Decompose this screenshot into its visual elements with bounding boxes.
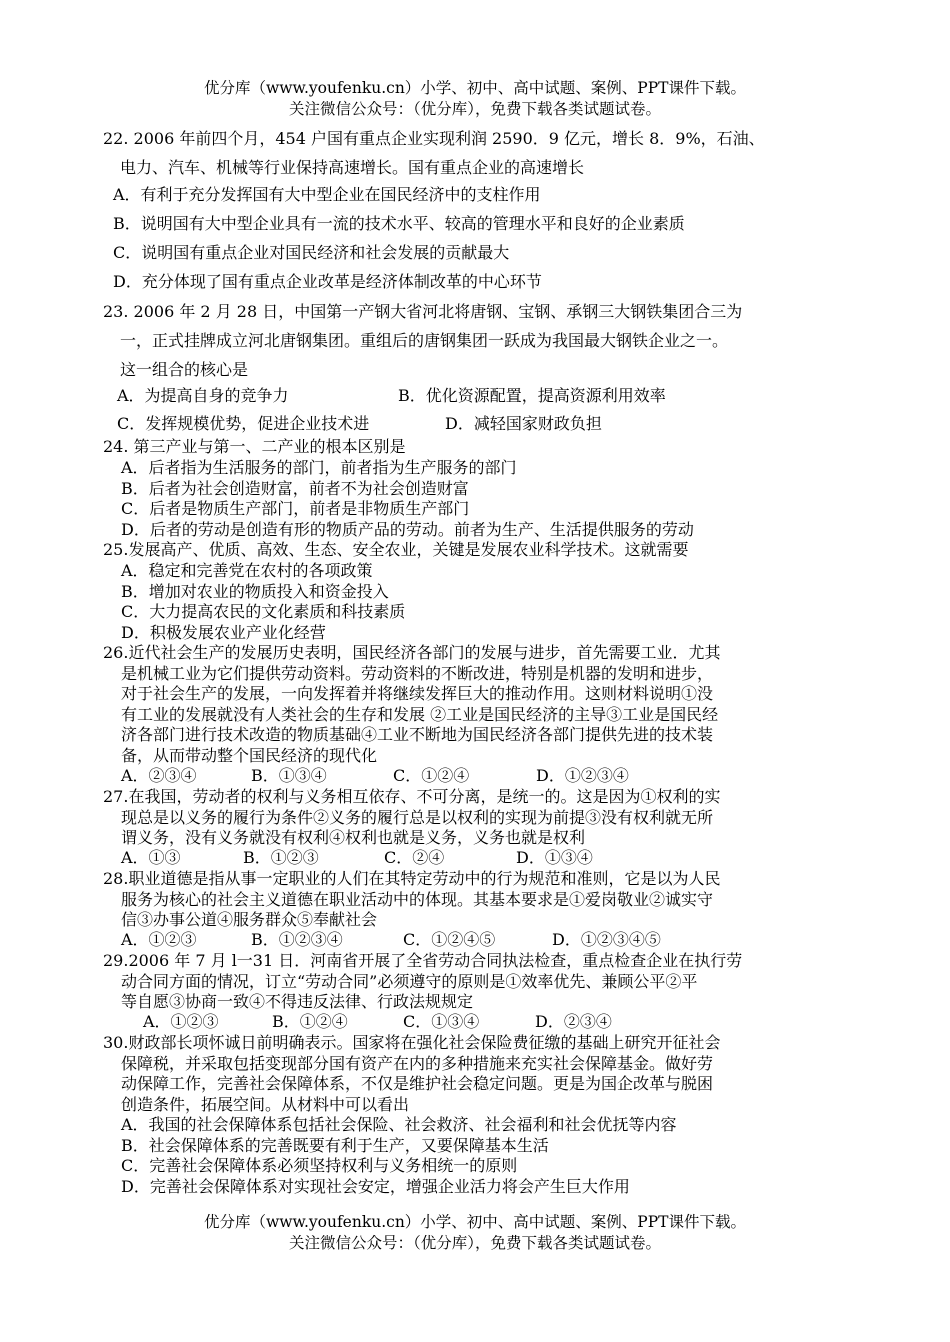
footer-line-1: 优分库（www.youfenku.cn）小学、初中、高中试题、案例、PPT课件下载。 (203, 1213, 747, 1231)
question-29 (103, 951, 742, 1013)
question-28-option-b: B．①②③④ (251, 930, 343, 949)
question-25-option-c: C．大力提高农民的文化素质和科技素质 (121, 602, 406, 621)
question-27-option-d: D．①③④ (516, 848, 593, 867)
question-26-line-6: 备，从而带动整个国民经济的现代化 (121, 745, 378, 765)
question-29-line-2: 动合同方面的情况，订立“劳动合同”必须遵守的原则是①效率优先、兼顾公平②平 (121, 971, 698, 991)
question-24-option-c: C．后者是物质生产部门，前者是非物质生产部门 (121, 499, 470, 518)
question-28-line-1: 28.职业道德是指从事一定职业的人们在其特定劳动中的行为规范和准则，它是以为人民 (103, 869, 721, 888)
question-28-option-a: A．①②③ (121, 930, 197, 949)
question-22-line-2: 电力、汽车、机械等行业保持高速增长。国有重点企业的高速增长 (120, 158, 585, 177)
question-30-option-b: B．社会保障体系的完善既要有利于生产，又要保障基本生活 (121, 1135, 549, 1155)
question-29-option-d: D．②③④ (535, 1012, 612, 1031)
question-30-option-d: D．完善社会保障体系对实现社会安定，增强企业活力将会产生巨大作用 (121, 1176, 630, 1196)
question-24-line-1: 24. 第三产业与第一、二产业的根本区别是 (103, 437, 406, 456)
question-24-options (121, 458, 694, 540)
question-23-option-d: D．减轻国家财政负担 (445, 414, 602, 433)
question-24 (103, 437, 406, 458)
question-26-line-1: 26.近代社会生产的发展历史表明，国民经济各部门的发展与进步，首先需要工业．尤其 (103, 643, 721, 662)
header-line-1: 优分库（www.youfenku.cn）小学、初中、高中试题、案例、PPT课件下载。 (203, 79, 747, 97)
header-line-2: 关注微信公众号：（优分库），免费下载各类试题试卷。 (288, 100, 661, 118)
question-22-option-d: D．充分体现了国有重点企业改革是经济体制改革的中心环节 (113, 272, 542, 291)
question-23-option-b: B．优化资源配置，提高资源利用效率 (398, 386, 666, 405)
question-26-line-2: 是机械工业为它们提供劳动资料。劳动资料的不断改进，特别是机器的发明和进步， (121, 663, 714, 683)
question-23-option-c: C．发挥规模优势，促进企业技术进 (117, 414, 370, 433)
question-26-line-3: 对于社会生产的发展，一向发挥着并将继续发挥巨大的推动作用。这则材料说明①没 (121, 684, 714, 703)
question-30-line-3: 动保障工作，完善社会保障体系，不仅是维护社会稳定问题。更是为国企改革与脱困 (121, 1074, 714, 1093)
question-30-options (121, 1115, 677, 1197)
question-30-line-1: 30.财政部长项怀诚日前明确表示。国家将在强化社会保险费征缴的基础上研究开征社会 (103, 1033, 721, 1052)
question-22-line-1: 22. 2006 年前四个月，454 户国有重点企业实现利润 2590．9 亿元，增长 8．9%，石油、 (103, 129, 765, 148)
page-header (0, 78, 950, 120)
footer-line-2: 关注微信公众号：（优分库），免费下载各类试题试卷。 (288, 1234, 661, 1252)
question-28-line-2: 服务为核心的社会主义道德在职业活动中的体现。其基本要求是①爱岗敬业②诚实守 (121, 889, 714, 909)
question-22-option-b: B．说明国有大中型企业具有一流的技术水平、较高的管理水平和良好的企业素质 (113, 214, 685, 233)
question-30-option-c: C．完善社会保障体系必须坚持权利与义务相统一的原则 (121, 1156, 518, 1175)
question-26-option-d: D．①②③④ (536, 766, 629, 785)
question-27-option-c: C．②④ (384, 848, 445, 867)
question-30 (103, 1033, 720, 1115)
question-23 (103, 297, 742, 384)
question-24-option-a: A．后者指为生活服务的部门，前者指为生产服务的部门 (121, 458, 517, 477)
question-27-line-3: 谓义务，没有义务就没有权利④权利也就是义务，义务也就是权利 (121, 828, 586, 847)
question-24-option-d: D．后者的劳动是创造有形的物质产品的劳动。前者为生产、生活提供服务的劳动 (121, 519, 694, 539)
question-29-line-3: 等自愿③协商一致④不得违反法律、行政法规规定 (121, 992, 474, 1011)
page-footer (0, 1212, 950, 1254)
question-28-line-3: 信③办事公道④服务群众⑤奉献社会 (121, 910, 378, 929)
question-23-line-3: 这一组合的核心是 (120, 360, 249, 379)
question-23-line-2: 一，正式挂牌成立河北唐钢集团。重组后的唐钢集团一跃成为我国最大钢铁企业之一。 (120, 331, 729, 350)
question-27-line-1: 27.在我国，劳动者的权利与义务相互依存、不可分离，是统一的。这是因为①权利的实 (103, 787, 721, 806)
question-25-option-a: A．稳定和完善党在农村的各项政策 (121, 561, 373, 580)
question-26 (103, 643, 720, 766)
question-26-option-b: B．①③④ (251, 766, 327, 785)
question-28-option-c: C．①②④⑤ (403, 930, 496, 949)
question-22-option-c: C．说明国有重点企业对国民经济和社会发展的贡献最大 (113, 243, 510, 262)
question-28 (103, 869, 720, 931)
question-23-line-1: 23. 2006 年 2 月 28 日，中国第一产钢大省河北将唐钢、宝钢、承钢三大钢铁集团合三为 (103, 302, 743, 321)
question-25 (103, 540, 688, 561)
question-25-option-b: B．增加对农业的物质投入和资金投入 (121, 581, 389, 601)
question-22 (103, 124, 765, 182)
question-29-option-b: B．①②④ (272, 1012, 348, 1031)
question-25-option-d: D．积极发展农业产业化经营 (121, 622, 326, 642)
question-27-line-2: 现总是以义务的履行为条件②义务的履行总是以权利的实现为前提③没有权利就无所 (121, 807, 714, 827)
question-29-option-c: C．①③④ (403, 1012, 480, 1031)
question-26-line-5: 济各部门进行技术改造的物质基础④工业不断地为国民经济各部门提供先进的技术装 (121, 725, 714, 744)
question-29-option-a: A．①②③ (143, 1012, 219, 1031)
question-29-line-1: 29.2006 年 7 月 l一31 日．河南省开展了全省劳动合同执法检查，重点检查企业在执行劳 (103, 951, 743, 970)
question-27-option-b: B．①②③ (243, 848, 319, 867)
question-24-option-b: B．后者为社会创造财富，前者不为社会创造财富 (121, 478, 469, 498)
question-28-option-d: D．①②③④⑤ (552, 930, 661, 949)
question-26-option-a: A．②③④ (121, 766, 197, 785)
question-30-line-2: 保障税，并采取包括变现部分国有资产在内的多种措施来充实社会保障基金。做好劳 (121, 1053, 714, 1073)
question-25-line-1: 25.发展高产、优质、高效、生态、安全农业，关键是发展农业科学技术。这就需要 (103, 540, 689, 559)
question-27-option-a: A．①③ (121, 848, 181, 867)
question-30-option-a: A．我国的社会保障体系包括社会保险、社会救济、社会福利和社会优抚等内容 (121, 1115, 677, 1134)
question-22-option-a: A．有利于充分发挥国有大中型企业在国民经济中的支柱作用 (113, 185, 541, 204)
question-27 (103, 787, 720, 849)
question-26-line-4: 有工业的发展就没有人类社会的生存和发展 ②工业是国民经济的主导③工业是国民经 (121, 704, 719, 724)
question-23-option-a: A．为提高自身的竞争力 (117, 386, 289, 405)
question-30-line-4: 创造条件，拓展空间。从材料中可以看出 (121, 1094, 410, 1114)
question-26-option-c: C．①②④ (393, 766, 470, 785)
question-25-options (121, 561, 405, 643)
